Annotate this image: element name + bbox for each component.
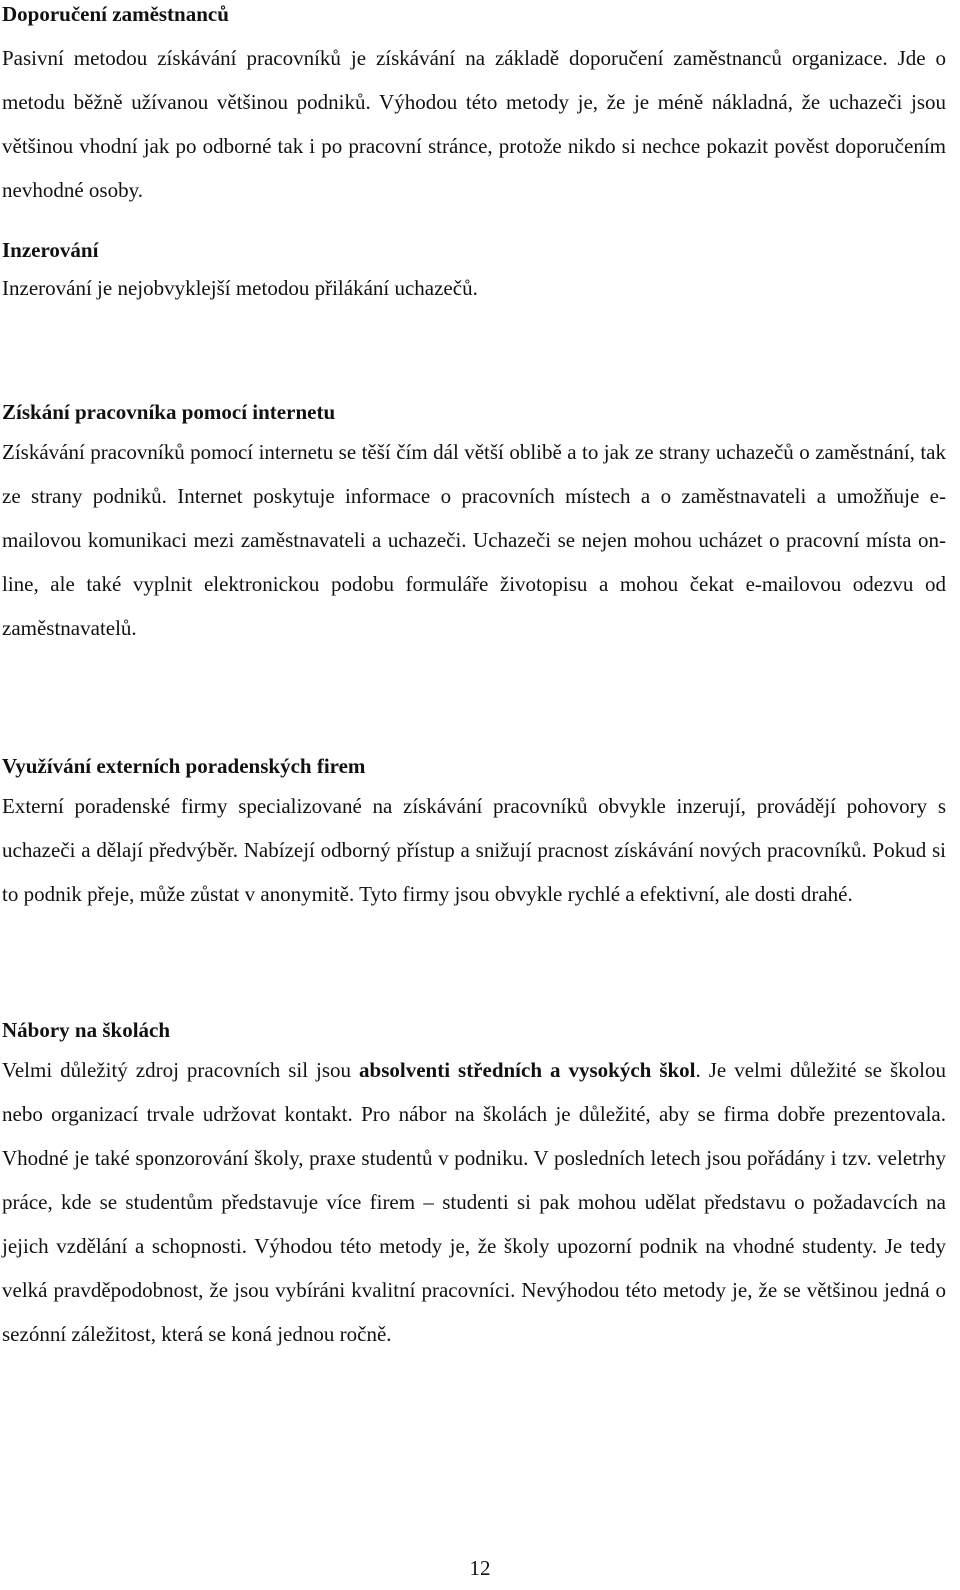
section-school-recruitment [2,1016,946,1356]
section-body: Inzerování je nejobvyklejší metodou přilákání uchazečů. [2,276,478,300]
section-body [2,1048,946,1356]
page-number: 12 [469,1556,491,1580]
body-text-bold: absolventi středních a vysokých škol [359,1058,696,1082]
section-employee-referral [2,0,946,212]
section-external-consulting [2,752,946,916]
section-heading: Doporučení zaměstnanců [2,2,229,26]
section-heading: Nábory na školách [2,1018,171,1042]
section-heading: Inzerování [2,238,99,262]
section-body: Externí poradenské firmy specializované na získávání pracovníků obvykle inzerují, provádějí pohovory s uchazeči a dělají předvýběr. Nabízejí odborný přístup a snižují pracnost získávání nových pracovníků. Pokud si to podnik přeje, může zůstat v anonymitě. Tyto firmy jsou obvykle rychlé a efektivní, ale dosti drahé. [2,794,946,906]
body-text-after: . Je velmi důležité se školou nebo organizací trvale udržovat kontakt. Pro nábor na školách je důležité, aby se firma dobře prezentovala. Vhodné je také sponzorování školy, praxe studentů v podniku. V posledních letech jsou pořádány i tzv. veletrhy práce, kde se studentům představuje více firem – studenti si pak mohou udělat představu o požadavcích na jejich vzdělání a schopnosti. Výhodou této metody je, že školy upozorní podnik na vhodné studenty. Je tedy velká pravděpodobnost, že jsou vybíráni kvalitní pracovníci. Nevýhodou této metody je, že se většinou jedná o sezónní záležitost, která se koná jednou ročně. [2,1058,946,1346]
section-internet-recruitment [2,398,946,650]
section-heading: Získání pracovníka pomocí internetu [2,400,336,424]
section-body: Získávání pracovníků pomocí internetu se těší čím dál větší oblibě a to jak ze strany uchazečů o zaměstnání, tak ze strany podniků. Internet poskytuje informace o pracovních místech a o zaměstnavateli a umožňuje e-mailovou komunikaci mezi zaměstnavateli a uchazeči. Uchazeči se nejen mohou ucházet o pracovní místa on-line, ale také vyplnit elektronickou podobu formuláře životopisu a mohou čekat e-mailovou odezvu od zaměstnavatelů. [2,440,946,640]
section-advertising [2,236,946,310]
section-heading: Využívání externích poradenských firem [2,754,366,778]
body-text-before: Velmi důležitý zdroj pracovních sil jsou [2,1058,360,1082]
section-body: Pasivní metodou získávání pracovníků je získávání na základě doporučení zaměstnanců organizace. Jde o metodu běžně užívanou většinou podniků. Výhodou této metody je, že je méně nákladná, že uchazeči jsou většinou vhodní jak po odborné tak i po pracovní stránce, protože nikdo si nechce pokazit pověst doporučením nevhodné osoby. [2,46,946,202]
